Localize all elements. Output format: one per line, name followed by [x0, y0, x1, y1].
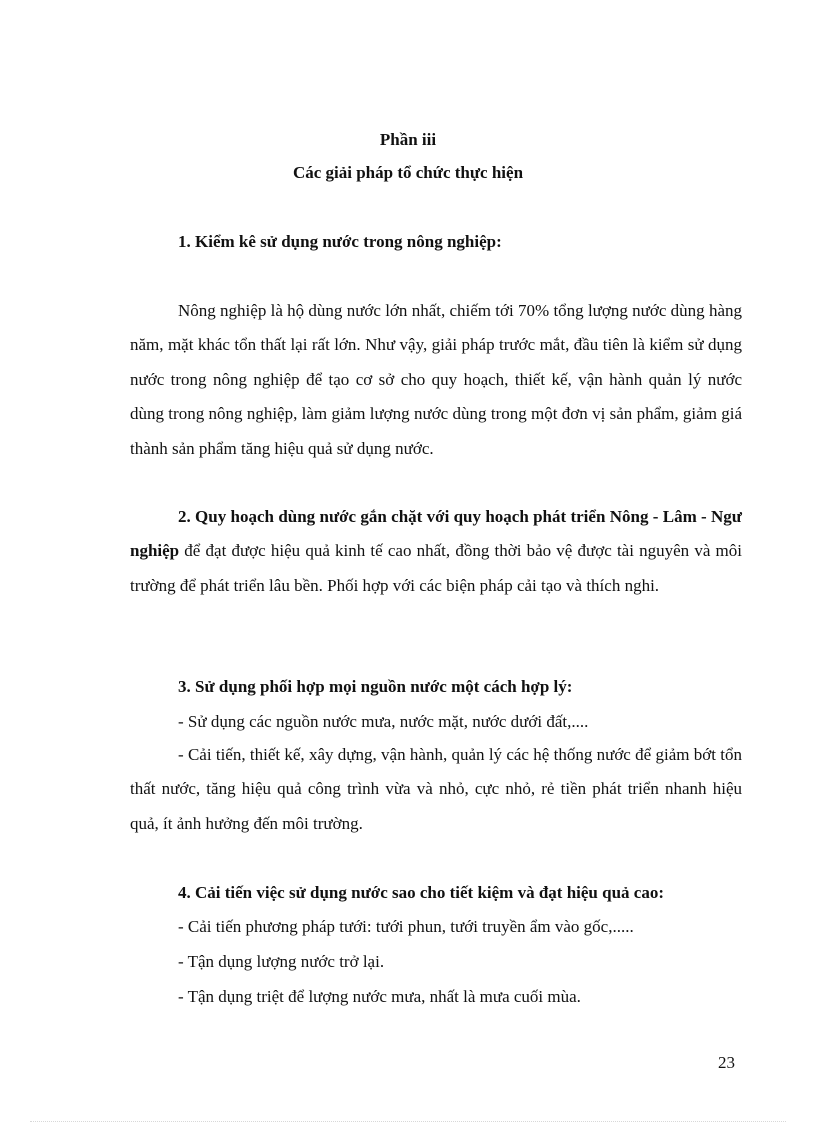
section-2-paragraph	[130, 500, 742, 603]
footer-divider	[30, 1121, 786, 1122]
section-2-body: để đạt được hiệu quả kinh tế cao nhất, đồng thời bảo vệ được tài nguyên và môi trường để phát triển lâu bền. Phối hợp với các biện pháp cải tạo và thích nghi.	[130, 541, 742, 595]
page-number: 23	[718, 1053, 735, 1072]
section-4-item-1: - Cải tiến phương pháp tưới: tưới phun, tưới truyền ẩm vào gốc,.....	[178, 917, 634, 936]
section-1-body: Nông nghiệp là hộ dùng nước lớn nhất, chiếm tới 70% tổng lượng nước dùng hàng năm, mặt khác tổn thất lại rất lớn. Như vậy, giải pháp trước mắt, đầu tiên là kiểm sử dụng nước trong nông nghiệp để tạo cơ sở cho quy hoạch, thiết kế, vận hành quản lý nước dùng trong nông nghiệp, làm giảm lượng nước dùng trong một đơn vị sản phẩm, giảm giá thành sản phẩm tăng hiệu quả sử dụng nước.	[130, 301, 742, 458]
section-3-heading: 3. Sử dụng phối hợp mọi nguồn nước một cách hợp lý:	[178, 677, 573, 696]
section-3-item-1: - Sử dụng các nguồn nước mưa, nước mặt, nước dưới đất,....	[178, 712, 589, 731]
section-3-item-2: - Cải tiến, thiết kế, xây dựng, vận hành, quản lý các hệ thống nước để giảm bớt tổn thất nước, tăng hiệu quả công trình vừa và nhỏ, cực nhỏ, rẻ tiền phát triển nhanh hiệu quả, ít ảnh hưởng đến môi trường.	[130, 745, 742, 833]
section-2-heading: 2. Quy hoạch dùng nước gắn chặt với quy hoạch phát triển Nông - Lâm - Ngư nghiệp	[130, 507, 742, 561]
section-4-item-3: - Tận dụng triệt để lượng nước mưa, nhất là mưa cuối mùa.	[178, 987, 581, 1006]
section-4-item-2: - Tận dụng lượng nước trở lại.	[178, 952, 385, 971]
part-title: Phần iii	[379, 130, 437, 149]
part-subtitle: Các giải pháp tổ chức thực hiện	[292, 163, 524, 182]
section-1-heading: 1. Kiểm kê sử dụng nước trong nông nghiệp:	[178, 232, 502, 251]
section-4-heading: 4. Cải tiến việc sử dụng nước sao cho tiết kiệm và đạt hiệu quả cao:	[178, 883, 664, 902]
